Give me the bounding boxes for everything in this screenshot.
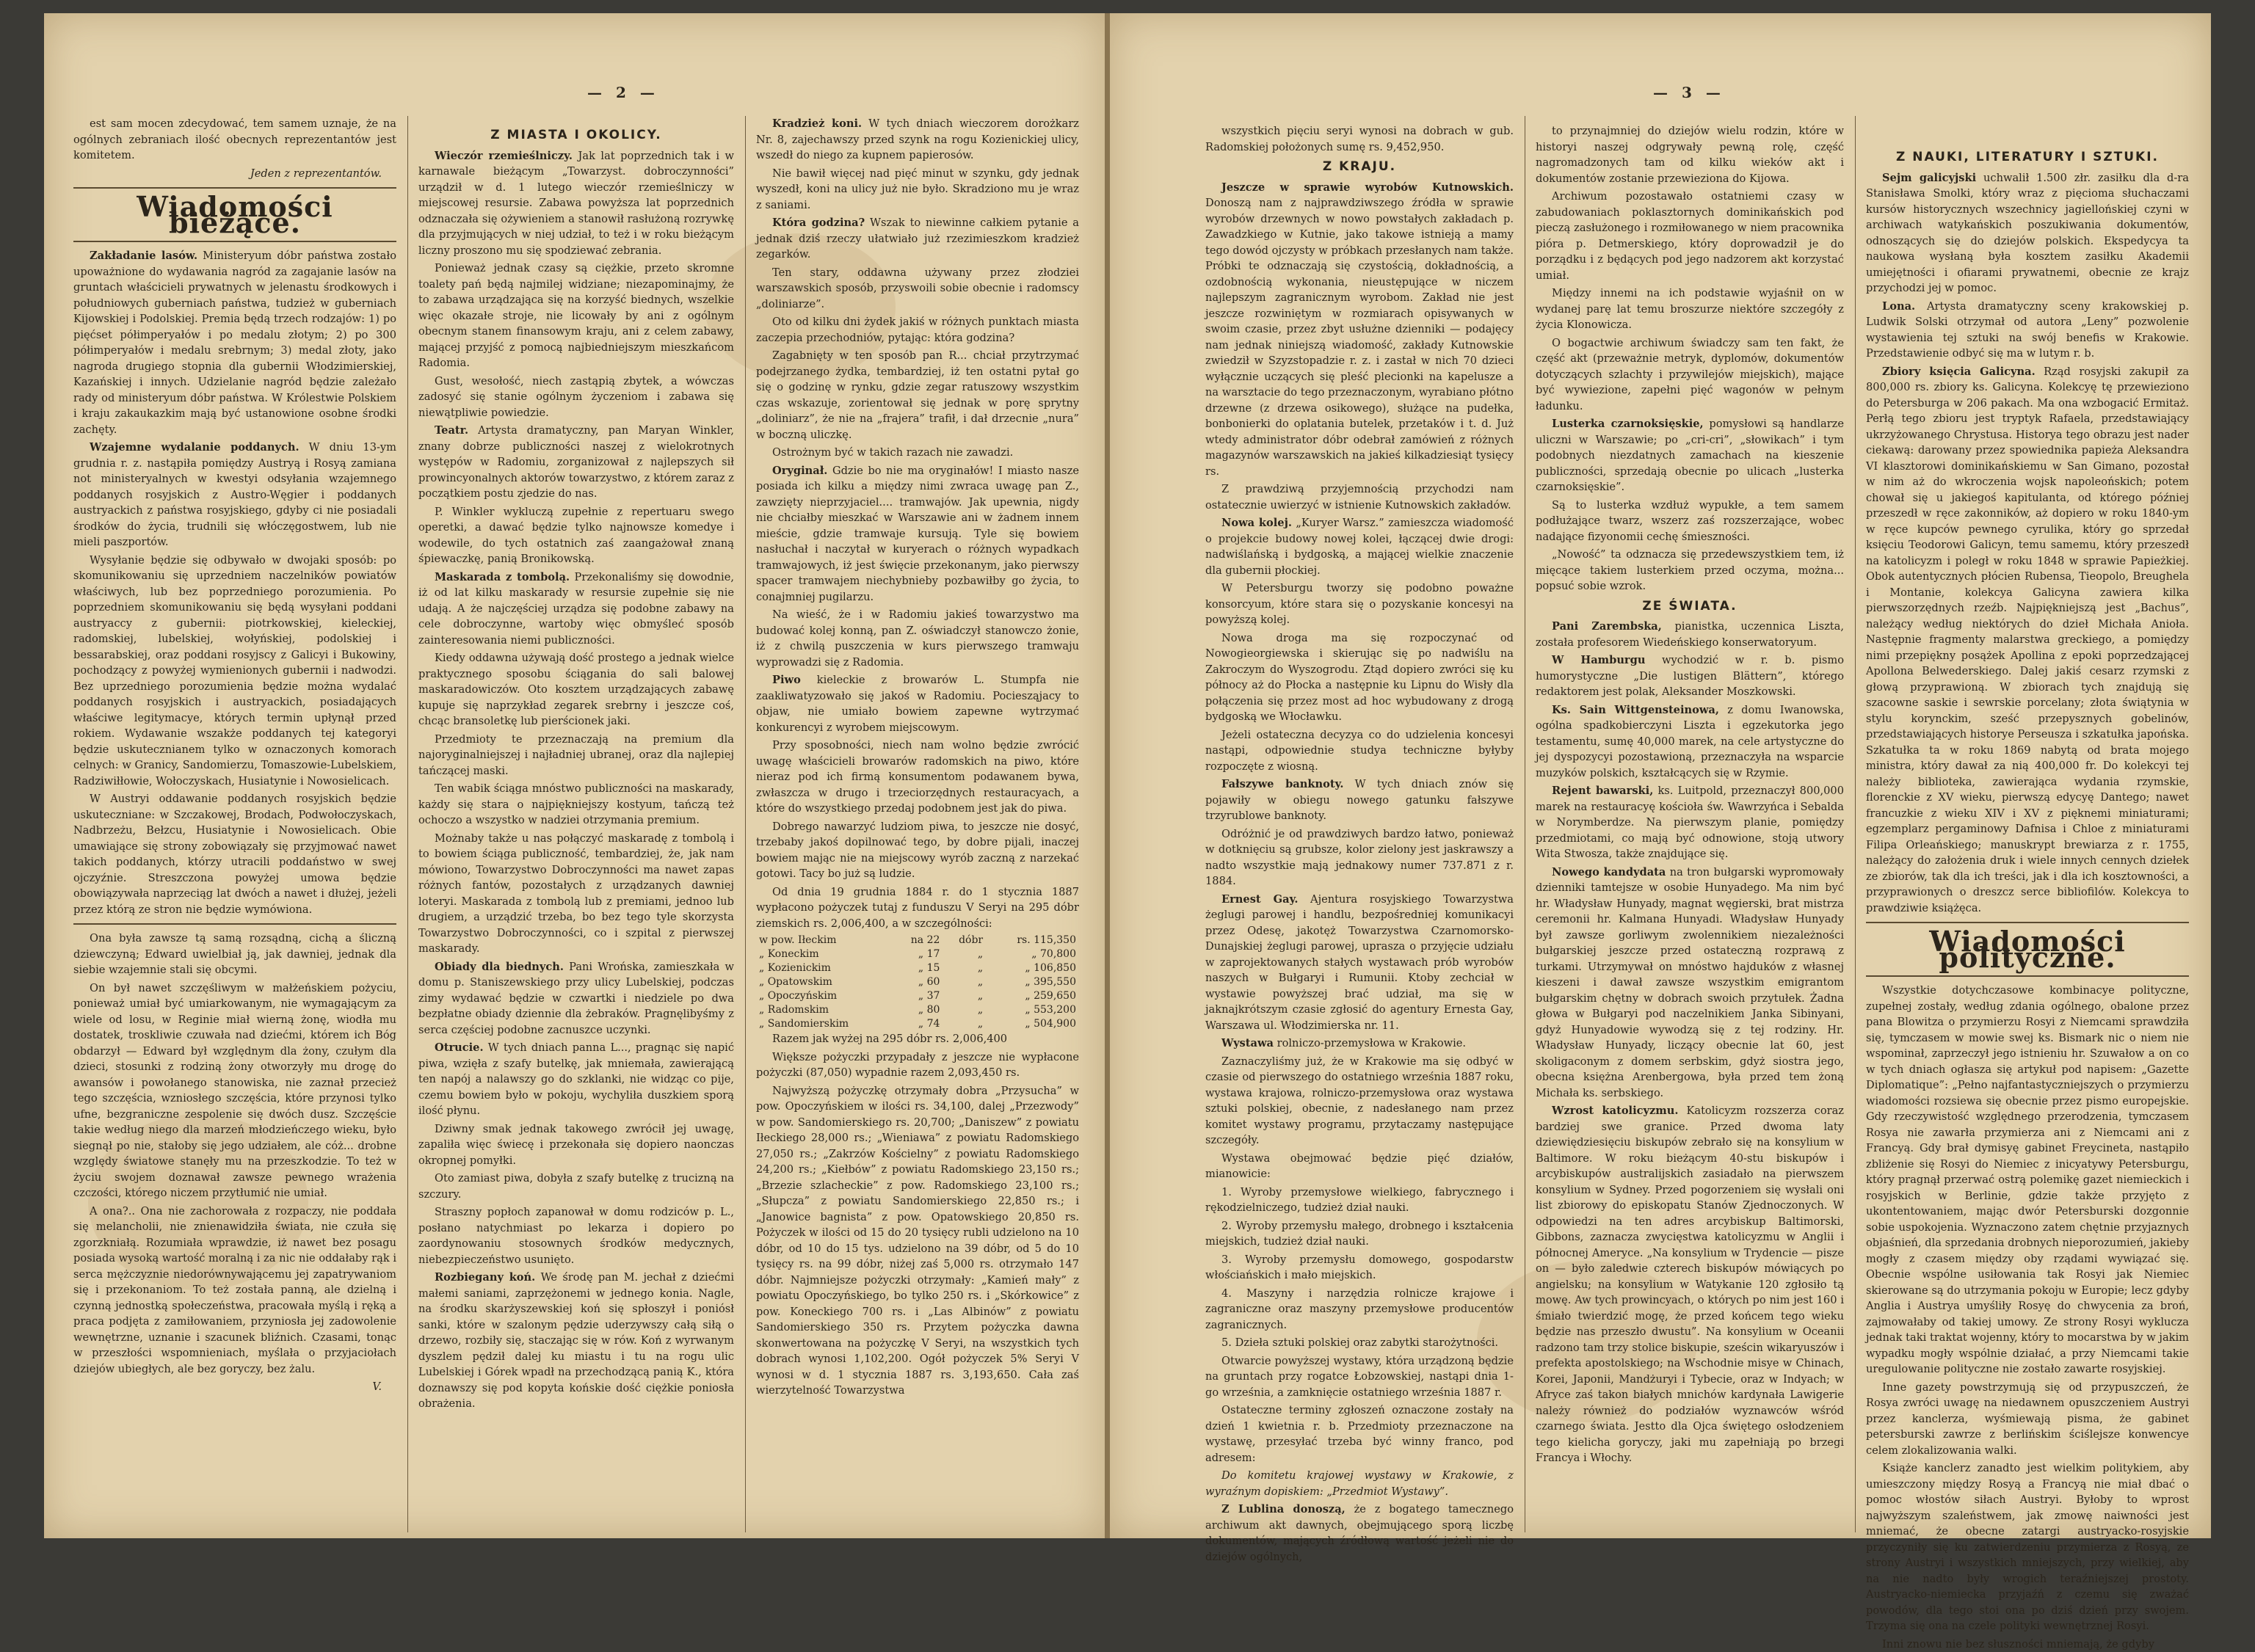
signature: Jeden z reprezentantów.: [73, 166, 382, 182]
article-text: On był nawet szczęśliwym w małżeńskiem pożyciu, ponieważ umiał być umiarkowanym, nie wymagającym za wiele od losu, w Reginie miał wierną żonę, wiodła mu dostatek, troskliwie czuwała nad dziećmi, którem ich Bóg obdarzył — Edward był względnym dla żony, czułym dla dzieci, stosunki z rodziną żony otworzyły mu drogę do awansów i powołanego stanowiska, nie zaznał przecież tego szczęścia, wzniosłego szczęścia, które przynosi tylko ufne, bezgraniczne zespolenie się dwóch dusz. Szczęście takie według niego dla marzeń młodzieńczego wieku, było siegnął po nie, stałoby się jego udziałem, ale cóż... drobne względy światowe stanęły mu na przeszkodzie. To też w życiu swojem doznawał zawsze pewnego wrażenia czczości, którego niczem przytłumić nie umiał.: [73, 980, 396, 1201]
article-text: na tron bułgarski wypromowały dzienniki tamtejsze w osobie Hunyadego. Ma nim być hr. Władysław Hunyady, magnat węgierski, brat mistrza ceremonii hr. Kalmana Hunyadi. Władysław Hunyady był zawsze gorliwym zwolennikiem niezależności bułgarskiej jeszcze przed ostateczną rozprawą z turkami. Utrzymywał on mnóstwo hajduków z własnej kieszeni i dawał zawsze wszystkim emigrantom bułgarskim chętny w dobrach swoich przytułek. Żadna głowa w Bułgaryi pod naczelnikiem Janka Sibinyani, gdyż Hunyadowie wywodzą się z tej rodziny. Hr. Władysław Hunyady, liczący obecnie lat 60, jest skoligaconym z domem serbskim, gdyż siostra jego, obecna księżna Arenbergowa, była przed tem żoną Michała ks. serbskiego.: [1536, 866, 1844, 1099]
article-title: Ernest Gay.: [1221, 893, 1298, 906]
article-text: Dobrego nawarzyć ludziom piwa, to jeszcze nie dosyć, trzebaby jakoś dopilnować tego, by dobre pijali, inaczej bowiem mając nie na miejscowy wyrób zaczną z narzekać gotowi. Tacy bo już są ludzie.: [756, 819, 1079, 882]
table-cell: na 22: [893, 934, 943, 947]
article-title: Rozbiegany koń.: [435, 1271, 535, 1284]
article-text: ks. Luitpold, przeznaczył 800,000 marek na restauracyę kościoła św. Wawrzyńca i Sebalda w Norymberdze. Na pierwszym planie, pomiędzy przedmiotami, co mają być odnowione, stoją utwory Wita Stwosza, także znajdujące się.: [1536, 785, 1844, 860]
table-cell: „ 259,650: [986, 989, 1079, 1003]
article-text: Inne gazety powstrzymują się od przypuszczeń, że Rosya zwróci uwagę na niedawnem opuszczeniem Austryi przez kanclerza, wyśmiewają pisma, że gabinet petersburski zawrze z berlińskim ściślejsze konwencye celem zlokalizowania walki.: [1866, 1380, 2189, 1459]
table-cell: „: [943, 989, 986, 1003]
article-text: Z prawdziwą przyjemnością przychodzi nam ostatecznie uwierzyć w istnienie Kutnowskich zakładów.: [1205, 481, 1514, 513]
article-text: Otwarcie powyższej wystawy, która urządzoną będzie na gruntach przy rogatce Łobzowskiej, nastąpi dnia 1-go września, a zamknięcie ostatniego września 1887 r.: [1205, 1353, 1514, 1401]
table-cell: „ 80: [893, 1003, 943, 1017]
article-text: Ostateczne terminy zgłoszeń oznaczone zostały na dzień 1 kwietnia r. b. Przedmioty przeznaczone na wystawę, przesyłać trzeba być winny franco, pod adresem:: [1205, 1402, 1514, 1466]
table-cell: „: [943, 961, 986, 975]
article-text: Do komitetu krajowej wystawy w Krakowie, z wyraźnym dopiskiem: „Przedmiot Wystawy”.: [1205, 1468, 1514, 1499]
article-text: Nie bawił więcej nad pięć minut w szynku, gdy jednak wyszedł, koni na ulicy już nie było. Skradziono mu je wraz z saniami.: [756, 166, 1079, 214]
table-row: [756, 961, 1079, 975]
article-text: Odróżnić je od prawdziwych bardzo łatwo, ponieważ w dotknięciu są grubsze, kolor zielony jest jaskrawszy a nadto wszystkie mają jednakowy numer 737.871 z r. 1884.: [1205, 826, 1514, 889]
article-text: 5. Dzieła sztuki polskiej oraz zabytki starożytności.: [1205, 1335, 1514, 1351]
article-text: Ministeryum dóbr państwa zostało upoważnione do wydawania nagród za zagajanie lasów na gruntach właścicieli prywatnych w jelenastu środkowych i południowych guberniach państwa, tudzież w guberniach Kijowskiej i Podolskiej. Premia będą trzech rodzajów: 1) po pięćset półimperyałów i po medalu złotym; 2) po 300 półimperyałów i medalu srebrnym; 3) medal złoty, jako nagroda drugiego stopnia dla gubernii Włodzimierskiej, Kazańskiej i innych. Udzielanie nagród będzie zależało rady od ministeryum dóbr państwa. W Królestwie Polskiem i kraju zakaukazkim mają być ustanowione osobne środki zachęty.: [73, 250, 396, 436]
article-text: Rząd rosyjski zakupił za 800,000 rs. zbiory ks. Galicyna. Kolekcyę tę przewieziono do Petersburga w 206 pakach. Ma ona wzbogacić Ermitaż. Perłą tego zbioru jest tryptyk Rafaela, przedstawiający ukrzyżowanego Chrystusa. Historya tego obrazu jest nader ciekawą: darowany przez spowiednika papieża Aleksandra VI klasztorowi dominikańskiemu w San Gimano, pozostał w nim aż do wkroczenia wojsk napoleońskich; potem chował się u jakiegoś kapitulanta, od którego później przeszedł w ręce zakonników, aż dopiero w roku 1840-ym w ręce kupców pewnego cyrulika, który go sprzedał księciu Teodorowi Galicyn, temu samemu, który przeszedł na katolicyzm i poległ w roku 1848 w sprawie Papieżkiej. Obok autentycznych płócien Rubensa, Tieopolo, Breughela i Montanie, kolekcya Galicyna zawiera kilka pierwszorzędnych rzeźb. Najpiękniejszą jest „Bachus”, należący według niektórych do dzieł Michała Anioła. Następnie fragmenty malarstwa greckiego, a pomiędzy nimi przepiękny posążek Apollina z epoki poprzedzającej Apollona Belwederskiego. Dalej jakiś cesarz rzymski z głową przyprawioną. W zbiorach tych znajdują się szacowne saskie i sewrskie porcelany; złota świątynia w stylu korynckim, sześć przepysznych gobelinów, przedstawiających historye Perseusza i szkatułka japońska. Szkatułka ta w roku 1869 nabytą od brata mojego ministra, który dawał za nią 400,000 fr. Do kolekcyi tej należy biblioteka, zawierająca wydania rzymskie, florenckie z XV wieku, pierwszą edycyę Dantego; nawet francuzkie z wieku XIV i XV z pięknemi miniaturami; egzemplarz pergaminowy Dafnisa i Chloe z miniaturami Filipa Orleańskiego; manuskrypt brewiarza z r. 1755, należący do założenia druk i wiele innych cennych dziełek ze zbiorów, tak dla ich treści, jak i dla ich kosztowności, a przyprawionych o dreszcz serce bibliofilów. Kolekcya to prawdziwie książęca.: [1866, 365, 2189, 914]
article-text: We środę pan M. jechał z dziećmi małemi saniami, zaprzężonemi w jednego konia. Nagle, na środku skarżyszewskiej koń się spłoszył i poniósł sanki, które w szalonym pędzie uderzywszy całą siłą o drzewo, rozbiły się, staczając się w rów. Koń z wyrwanym dyszlem pędził dalej ku miastu i tu na rogu ulic Lubelskiej i Górek wpadł na przechodzącą panią K., która doznawszy się pod kopyta końskie dość ciężkie poniosła obrażenia.: [418, 1271, 734, 1410]
article-text: rolniczo-przemysłowa w Krakowie.: [1277, 1037, 1466, 1049]
article-text: Jeżeli ostateczna decyzya co do udzielenia koncesyi nastąpi, odpowiednie studya techniczne byłyby rozpoczęte z wiosną.: [1205, 727, 1514, 775]
article-text: Ona była zawsze tą samą rozsądną, cichą a śliczną dziewczyną; Edward uwielbiał ją, jak dawniej, jednak dla siebie wzajemnie stali się obcymi.: [73, 931, 396, 978]
article-text: pomysłowi są handlarze uliczni w Warszawie; po „cri-cri”, „słowikach” i tym podobnych niezdatnych zamachach na kieszenie publiczności, sprzedają obecnie po ulicach „lusterka czarnoksięskie”.: [1536, 418, 1844, 493]
article-text: Oto zamiast piwa, dobyła z szafy butelkę z trucizną na szczury.: [418, 1171, 734, 1202]
table-cell: „ 37: [893, 989, 943, 1003]
article-text: „Nowość” ta odznacza się przedewszystkiem tem, iż mięcące takiem lusterkiem przed oczyma, można... popsuć sobie wzrok.: [1536, 547, 1844, 594]
table-cell: „: [943, 1017, 986, 1031]
article-text: Przekonaliśmy się dowodnie, iż od lat kilku maskarady w resursie zupełnie się nie udają. A że najczęściej urządza się podobne zabawy na cele dobroczynne, wartoby więc obmyśleć sposób zainteresowania niemi publiczności.: [418, 571, 734, 647]
table-cell: „: [943, 1003, 986, 1017]
article-title: Maskarada z tombolą.: [435, 571, 570, 583]
table-cell: w pow. Iłeckim: [756, 934, 893, 947]
article-text: Pani Wrońska, zamieszkała w domu p. Staniszewskiego przy ulicy Lubelskiej, podczas zimy wydawać będzie w czwartki i niedziele po dwa bezpłatne obiady dziennie dla żebraków. Pragnęlibyśmy z serca częściej podobne zacnuszce uczynki.: [418, 961, 734, 1036]
article-title: Wystawa: [1221, 1037, 1274, 1049]
article-text: Kiedy oddawna używają dość prostego a jednak wielce praktycznego sposobu ściągania do sali balowej maskaradowiczów. Oto kosztem urządzających zabawę kupuje się naprzykład zegarek srebrny i jeszcze coś, chcąc bransoletkę lub pierścionek jaki.: [418, 650, 734, 729]
table-cell: „ 74: [893, 1017, 943, 1031]
article-text: Wszak to niewinne całkiem pytanie a jednak dziś rzeczy ułatwiało już rzezimieszkom kradzież zegarków.: [756, 216, 1079, 261]
article-title: Pani Zarembska,: [1552, 620, 1662, 633]
table-cell: „ 395,550: [986, 975, 1079, 989]
article-text: Ten wabik ściąga mnóstwo publiczności na maskarady, każdy się stara o najpiękniejszy kostyum, tańczą też ochoczo a wszystko w nadziei otrzymania premium.: [418, 781, 734, 829]
table-cell: dóbr: [943, 934, 986, 947]
article-text: wszystkich pięciu seryi wynosi na dobrach w gub. Radomskiej położonych sumę rs. 9,452,950.: [1205, 123, 1514, 155]
article-title: Nowa kolej.: [1221, 517, 1292, 529]
section-heading: Z KRAJU.: [1205, 159, 1514, 175]
article-text: A ona?.. Ona nie zachorowała z rozpaczy, nie poddała się melancholii, nie znienawidziła świata, nie czuła się zgorzkniałą. Rozumiała wprawdzie, iż nawet bez posagu posiada wysoką wartość moralną i za nic nie oddałaby rąk i serca mężczyznie niedorównywającemu jej zapatrywaniom się i przekonaniom. To też została panną, ale dzielną i czynną jednostką społeczeństwa, pracowała myślą i ręką a praca podjęta z zamiłowaniem, przyniosła jej zadowolenie wewnętrzne, uznanie i szacunek bliźnich. Czasami, tonąc w przeszłości wspomnieniach, myślała o przyjaciołach dziejów ubiegłych, ale bez goryczy, bez żalu.: [73, 1204, 396, 1378]
article-text: W Austryi oddawanie poddanych rosyjskich będzie uskuteczniane: w Szczakowej, Brodach, Podwołoczyskach, Nadbrzeżu, Bełzcu, Husiatynie i Nowosielicach. Obie umawiające się strony zobowiązały się przyjmować nawet takich poddanych, którzy utracili poddaństwo w swej ojczyźnie. Streszczona powyżej umowa będzie obowiązywała naprzeciąg lat dwóch a nawet i dłużej, jeżeli przez którą ze stron nie będzie wymówiona.: [73, 791, 396, 917]
table-row: [756, 1017, 1079, 1031]
table-cell: „ 15: [893, 961, 943, 975]
article-text: Wysyłanie będzie się odbywało w dwojaki sposób: po skomunikowaniu się uprzedniem naczelników powiatów właściwych, lub bez poprzedniego porozumienia. Po poprzedniem skomunikowaniu się będą wysyłani poddani austryaccy z gubernii: piotrkowskiej, kieleckiej, radomskiej, lubelskiej, wołyńskiej, podolskiej i bessarabskiej, oraz poddani rosyjscy z Galicyi i Bukowiny, pochodzący z powyżej wymienionych gubernii i nadwodzi. Bez uprzedniego porozumienia będzie można wydalać poddanych rosyjskich i austryackich, posiadających właściwe legitymacye, których termin upłynął przed rokiem. Wydawanie wszakże poddanych tej kategoryi będzie uskutecznianem tylko w oznaczonych komorach celnych: w Granicy, Sandomierzu, Tomaszowie-Lubelskiem, Radziwiłłowie, Wołoczyskach, Husiatynie i Nowosielicach.: [73, 553, 396, 790]
article-text: Inni znowu nie bez słuszności mniemają, że gdyby: [1866, 1637, 2189, 1652]
right-col-3: [1866, 145, 2189, 1540]
article-text: Między innemi na ich podstawie wyjaśnił on w wydanej parę lat temu broszurze niektóre szczegóły z życia Klonowicza.: [1536, 285, 1844, 333]
right-col-1: [1205, 123, 1514, 1518]
article-title: Która godzina?: [772, 216, 865, 229]
article-text: Archiwum pozostawało ostatniemi czasy w zabudowaniach poklasztornych dominikańskich pod pieczą zasłużonego i rozmiłowanego w niem pracownika pióra p. Detmerskiego, który doprowadził je do porządku i z będących pod jego nadzorem akt korzystać umiał.: [1536, 189, 1844, 283]
article-text: Możnaby także u nas połączyć maskaradę z tombolą i to bowiem ściąga publiczność, tembardziej, że, jak nam mówiono, Towarzystwo Dobroczynności ma nawet zapas różnych fantów, pozostałych z urządzanych dawniej loteryi. Maskarada z tombolą lub z premiami, jednoo lub drugiem, a urządzić trzeba, bo bez tego tyle skorzysta Towarzystwo Dobroczynności, co i szpital z pierwszej maskarady.: [418, 831, 734, 957]
article-text: Gdzie bo nie ma oryginałów! I miasto nasze posiada ich kilku a między nimi zwraca uwagę pan Z., zawzięty nieprzyjaciel.... tramwajów. Jak upewnia, nigdy nie chciałby mieszkać w Warszawie ani w żadnem innem mieście, gdzie tramwaje kursują. Tyle się bowiem nasłuchał i naczytał w kuryerach o różnych wypadkach tramwajowych, iż jest święcie przekonanym, jako pierwszy spacer tramwajem niechybnieby pozbawiłby go życia, to conajmniej pugilarzu.: [756, 465, 1079, 603]
column-rule: [407, 116, 408, 1532]
table-total: Razem jak wyżej na 295 dóbr rs. 2,006,400: [756, 1031, 1079, 1047]
article-text: W Petersburgu tworzy się podobno poważne konsorcyum, które stara się o pozyskanie koncesyi na powyższą kolej.: [1205, 581, 1514, 628]
article-text: P. Winkler wykluczą zupełnie z repertuaru swego operetki, a dawać będzie tylko najnowsze komedye i wodewile, do tych ostatnich zaś zaangażował znaną śpiewaczkę, panią Bronikowską.: [418, 504, 734, 567]
table-row: [756, 989, 1079, 1003]
article-title: Sejm galicyjski: [1882, 172, 1976, 184]
article-title: Zakładanie lasów.: [90, 250, 197, 262]
left-col-2: [418, 123, 734, 1518]
article-text: Są to lusterka wzdłuż wypukłe, a tem samem podłużające twarz, wszerz zaś rozszerzające, wobec nadające fizyonomii cechę śmieszności.: [1536, 498, 1844, 545]
article-title: Z Lublina donoszą,: [1221, 1503, 1346, 1515]
article-text: Ostrożnym być w takich razach nie zawadzi.: [756, 445, 1079, 461]
article-text: W tych dniach znów się pojawiły w obiegu nowego gatunku fałszywe trzyrublowe banknoty.: [1205, 778, 1514, 822]
signature: V.: [73, 1379, 382, 1395]
article-title: Otrucie.: [435, 1041, 484, 1054]
left-col-1: [73, 116, 396, 1510]
page-gutter: [1105, 13, 1110, 1538]
article-text: Na wieść, że i w Radomiu jakieś towarzystwo ma budować kolej konną, pan Z. oświadczył stanowczo żonie, iż z chwilą puszczenia w kurs pierwszego tramwaju wyprowadzi się z Radomia.: [756, 607, 1079, 670]
article-text: est sam mocen zdecydować, tem samem uznaje, że na ogólnych zebraniach ilość obecnych reprezentantów jest komitetem.: [73, 116, 396, 164]
table-cell: rs. 115,350: [986, 934, 1079, 947]
article-text: W dniu 13-ym grudnia r. z. nastąpiła pomiędzy Austryą i Rosyą zamiana not ministeryalnych w kwestyi odsyłania wzajemnego poddanych rosyjskich z Austro-Węgier i poddanych austryackich z państwa rosyjskiego, gdyby ci nie posiadali środków do życia, trudnili się włóczęgostwem, lub nie mieli paszportów.: [73, 441, 396, 548]
table-cell: „: [943, 975, 986, 989]
section-masthead: Wiadomości polityczne.: [1866, 934, 2189, 965]
table-cell: „ Koneckim: [756, 947, 893, 961]
table-cell: „ Opatowskim: [756, 975, 893, 989]
table-cell: „ 60: [893, 975, 943, 989]
article-text: Oto od kilku dni żydek jakiś w różnych punktach miasta zaczepia przechodniów, pytając: która godzina?: [756, 314, 1079, 346]
article-text: 4. Maszyny i narzędzia rolnicze krajowe i zagraniczne oraz maszyny przemysłowe producentów zagranicznych.: [1205, 1286, 1514, 1333]
article-title: Oryginał.: [772, 465, 827, 477]
article-text: „Kuryer Warsz.” zamieszcza wiadomość o projekcie budowy nowej kolei, łączącej dwie drogi: nadwiślańską i bydgoską, a mającej wielkie znaczenie dla gubernii płockiej.: [1205, 517, 1514, 577]
article-text: 3. Wyroby przemysłu domowego, gospodarstw włościańskich i mało miejskich.: [1205, 1252, 1514, 1284]
article-text: z domu Iwanowska, ogólna spadkobierczyni Liszta i egzekutorka jego testamentu, sumę 40,000 marek, na cele artystyczne do jej dyspozycyi pozostawioną, przeznaczyła na wsparcie muzyków polskich, kształcących się w Rzymie.: [1536, 704, 1844, 779]
article-title: Nowego kandydata: [1552, 866, 1666, 878]
article-title: Rejent bawarski,: [1552, 785, 1653, 797]
article-text: Od dnia 19 grudnia 1884 r. do 1 stycznia 1887 wypłacono pożyczek tutaj z funduszu V Seryi na 295 dóbr ziemskich rs. 2,006,400, a w szczególności:: [756, 884, 1079, 932]
article-text: O bogactwie archiwum świadczy sam ten fakt, że część akt (przeważnie metryk, dyplomów, dokumentów dotyczących szlachty i przywilejów miejskich), mające być wywiezione, zapełni pięć wagonów w pełnym ładunku.: [1536, 335, 1844, 415]
article-text: Przy sposobności, niech nam wolno będzie zwrócić uwagę właścicieli browarów radomskich na piwo, które nieraz pod ich firmą konsumentom podawanem bywa, zwłaszcza w drugo i trzeciorzędnych restauracyach, a które do wszystkiego przedaj podobnem jest jak do piwa.: [756, 738, 1079, 817]
article-text: wychodzić w r. b. pismo humorystyczne „Die lustigen Blättern”, którego redaktorem jest polak, Aleksander Moszkowski.: [1536, 654, 1844, 698]
article-text: Ajentura rosyjskiego Towarzystwa żeglugi parowej i handlu, bezpośredniej komunikacyi przez Odesę, jakotęż Towarzystwa Czarnomorsko-Dunajskiej żeglugi parowej, uprasza o przyjęcie udziału w zaprojektowanych stałych wystawach prób wyrobów naszych w Bułgaryi i Rumunii. Ktoby zechciał w wystawie powyższej brać udział, ma się w jaknajkrótszym czasie zgłosić do agentury Ernesta Gay, Warszawa ul. Włodzimierska nr. 11.: [1205, 893, 1514, 1032]
table-row: [756, 947, 1079, 961]
article-text: Dziwny smak jednak takowego zwrócił jej uwagę, zapaliła więc świecę i przekonała się dopiero naonczas okropnej pomyłki.: [418, 1121, 734, 1169]
article-title: W Hamburgu: [1552, 654, 1645, 666]
article-text: Gust, wesołość, niech zastąpią zbytek, a wówczas zadosyć się stanie ogólnym życzeniom i zabawa się niewątpliwie powiedzie.: [418, 374, 734, 421]
section-heading: Z MIASTA I OKOLICY.: [418, 128, 734, 144]
article-text: Nowa droga ma się rozpoczynać od Nowogieorgiewska i skierując się po nadwiślu na Zakroczym do Wyszogrodu. Ztąd dopiero zwróci się ku północy aż do Płocka a następnie ku Lipnu do Wisły dla połączenia się przez most ad hoc wybudowany z drogą bydgoską we Włocławku.: [1205, 630, 1514, 725]
left-page: [44, 13, 1105, 1538]
article-title: Zbiory księcia Galicyna.: [1882, 365, 2036, 378]
article-text: Wystawa obejmować będzie pięć działów, mianowicie:: [1205, 1151, 1514, 1182]
article-text: Większe pożyczki przypadały z jeszcze nie wypłacone pożyczki (87,050) wypadnie razem 2,093,450 rs.: [756, 1049, 1079, 1081]
right-col-2: [1536, 123, 1844, 1518]
divider: [1866, 922, 2189, 923]
table-row: [756, 1003, 1079, 1017]
table-cell: „ Kozienickim: [756, 961, 893, 975]
article-text: Zaznaczyliśmy już, że w Krakowie ma się odbyć w czasie od pierwszego do ostatniego września 1887 roku, wystawa krajowa, rolniczo-przemysłowa oraz wystawa sztuki polskiej, obecnie, z nadesłanego nam przez komitet wystawy programu, przytaczamy następujące szczegóły.: [1205, 1054, 1514, 1149]
article-title: Wzajemne wydalanie poddanych.: [90, 441, 299, 454]
left-col-3: [756, 116, 1079, 1510]
column-rule: [745, 116, 746, 1532]
article-text: Straszny popłoch zapanował w domu rodziców p. L., posłano natychmiast po lekarza i dopiero po zaordynowaniu stosownych środków medycznych, niebezpieczeństwo usunięto.: [418, 1204, 734, 1267]
table-cell: „: [943, 947, 986, 961]
article-text: to przynajmniej do dziejów wielu rodzin, które w historyi naszej odgrywały pewną rolę, część nagromadzonych tam od kilku wieków akt i dokumentów zostanie przewieziona do Kijowa.: [1536, 123, 1844, 186]
table-row: [756, 934, 1079, 947]
loan-table: [756, 934, 1079, 1031]
article-text: Artysta dramatyczny, pan Maryan Winkler, znany dobrze publiczności naszej z wielokrotnych występów w Radomiu, zorganizował z najlepszych sił prowincyonalnych aktorów towarzystwo, z którem zaraz z początkiem postu zjedzie do nas.: [418, 424, 734, 500]
article-title: Lusterka czarnoksięskie,: [1552, 418, 1704, 430]
table-cell: „ Radomskim: [756, 1003, 893, 1017]
table-cell: „ 17: [893, 947, 943, 961]
divider: [73, 923, 396, 925]
article-text: 2. Wyroby przemysłu małego, drobnego i kształcenia miejskich, tudzież dział nauki.: [1205, 1218, 1514, 1250]
article-title: Ks. Sain Wittgensteinowa,: [1552, 704, 1719, 716]
table-cell: „ Sandomierskim: [756, 1017, 893, 1031]
divider: [1866, 975, 2189, 977]
article-title: Lona.: [1882, 300, 1915, 313]
table-cell: „ Opoczyńskim: [756, 989, 893, 1003]
table-cell: „ 553,200: [986, 1003, 1079, 1017]
article-text: Jak lat poprzednich tak i w karnawale bieżącym „Towarzyst. dobroczynności” urządził w d. 1 lutego wieczór rzemieślniczy w miejscowej resursie. Zabawa powyższa lat poprzednich odznaczała się ożywieniem a stanowił rasłużoną rozrywkę dla przyjmujących w niej udział, to też i w roku bieżącym liczny proszono mu się spodziewać zebrania.: [418, 150, 734, 257]
article-text: że z bogatego tamecznego archiwum akt dawnych, obejmującego sporą liczbę dokumentów, mających źródłową wartość jeżeli nie do dziejów ogólnych,: [1205, 1503, 1514, 1563]
article-text: Donoszą nam z najprawdziwszego źródła w sprawie wyrobów drzewnych w nowo powstałych zakładach p. Zawadzkiego w Kutnie, jako takowe istnieją a mamy tego dowód ojczysty w próbkach przesłanych nam także. Próbki te odznaczają się czystością, dokładnością, a ozdobnością wykonania, nieustępujące w niczem najlepszym zagranicznym wyrobom. Zakład nie jest jeszcze rozwiniętym w rozmiarach opisywanych w swoim czasie, przez zbyt usłużne dzienniki — podajęcy nam jednak niniejszą wiadomość, zakłady Kutnowskie zwiedził w Szyzstopadzie r. z. i zastał w nich 70 dzieci wyłącznie uczących się pleść plecionki na kapelusze a na warsztacie do tego przeznaczonym, wyrabiano płótno drzewne (z drzewa osikowego), służące na pudełka, bonbonierki do oplatania butelek, przetaków i t. d. Już wtedy administrator dóbr odebrał zamówień z różnych magazynów warszawskich na jakieś kilkadziesiąt tysięcy rs.: [1205, 197, 1514, 478]
article-text: Najwyższą pożyczkę otrzymały dobra „Przysucha” w pow. Opoczyńskiem w ilości rs. 34,100, dalej „Przezwody” w pow. Sandomierskiego rs. 20,700; „Daniszew” z powiatu Iłeckiego 28,000 rs.; „Wieniawa” z powiatu Radomskiego 27,050 rs.; „Zakrzów Kościelny” z powiatu Radomskiego 24,200 rs.; „Kiełbów” z powiatu Radomskiego 23,150 rs.; „Brzezie szlacheckie” z pow. Radomskiego 23,100 rs.; „Słupcza” z powiatu Sandomierskiego 22,850 rs.; i „Janowice bagnista” z pow. Opatowskiego 20,850 rs. Pożyczek w ilości od 15 do 20 tysięcy rubli udzielono na 10 dóbr, od 10 do 15 tys. udzielono na 39 dóbr, od 5 do 10 tysięcy rs. na 99 dóbr, niżej zaś 5,000 rs. otrzymało 147 dóbr. Najmniejsze pożyczki otrzymały: „Kamień mały” z powiatu Opoczyńskiego, bo tylko 250 rs. i „Skórkowice” z pow. Koneckiego 700 rs. i „Las Albinów” z powiatu Sandomierskiego 350 rs. Przytem pożyczka dawna skonwertowana na pożyczkę V Seryi, na wszystkich tych dobrach wynosi 1,102,200. Ogół pożyczek 5% Seryi V wynosi w d. 1 stycznia 1887 rs. 3,193,650. Cała zaś wierzytelność Towarzystwa: [756, 1083, 1079, 1399]
article-text: Przedmioty te przeznaczają na premium dla najoryginalniejszej i najładniej ubranej, oraz dla najlepiej tańczącej maski.: [418, 732, 734, 779]
article-text: Ponieważ jednak czasy są ciężkie, przeto skromne toalety pań będą najmilej widziane; niezapominajmy, że to zabawa urządzająca się na korzyść biednych, wszelkie więc okazałe stroje, nie licowały by ani z ogólnym obecnym stanem finansowym kraju, ani z celem zabawy, mającej przyjść z pomocą najbiedniejszym mieszkańcom Radomia.: [418, 261, 734, 371]
article-title: Wzrost katolicyzmu.: [1552, 1105, 1678, 1117]
table-cell: „ 504,900: [986, 1017, 1079, 1031]
article-text: kieleckie z browarów L. Stumpfa nie zaakliwatyzowało się jakoś w Radomiu. Pociesząjacy to objaw, nie umiało bowiem zapewne wytrzymać konkurencyi z wyrobem miejscowym.: [756, 674, 1079, 734]
article-text: uchwalił 1.500 złr. zasiłku dla d-ra Stanisława Smolki, który wraz z pięcioma słuchaczami kursów historycznych wszechnicy jagiellońskiej czyni w archiwach watykańskich poszukiwania dokumentów, odnoszących się do dziejów polskich. Ekspedycya ta naukowa wysłaną była kosztem zasiłku Akademii umiejętności i ofiarami prywatnemi, obecnie ze krajz przychodzi jej w pomoc.: [1866, 172, 2189, 295]
article-text: Katolicyzm rozszerza coraz bardziej swe granice. Przed dwoma laty dziewiędziesięciu biskupów zebrało się na konsylium w Baltimore. W roku bieżącym 40-stu biskupów i arcybiskupów australijskich zasiadało na pierwszem konsylium w Sydney. Przed pogorzeniem się wysłali oni list zbiorowy do episkopatu Stanów Zjednoczonych. W odpowiedzi na ten adres arcybiskup Baltimorski, Gibbons, zaznacza zwycięstwa katolicyzmu w Anglii i północnej Ameryce. „Na konsylium w Trydencie — pisze on — było zaledwie czterech biskupów mówiących po angielsku; na konsylium w Watykanie 120 zgłosiło tą mowę. Aw tych prowincyach, o których po nim jest 160 i śmiało twierdzić mogę, że przed końcem tego wieku będzie nas przeszło dwustu”. Na konsylium w Oceanii radzono tam trzy stolice biskupie, sześcin wikaryuszów i prefekta apostolskiego; na Wschodnie misye w Chinach, Korei, Japonii, Mandżuryi i Tybecie, oraz w Indyach; w Afryce zaś takon białych mnichów kardynała Lawigerie należy również do podziałów wyznawców wśród czarnego świata. Jestto dla Ojca świętego osłodzeniem tego kielicha goryczy, jaki mu zapełniają po brzegi Francya i Włochy.: [1536, 1105, 1844, 1464]
article-title: Teatr.: [435, 424, 468, 437]
table-cell: „ 70,800: [986, 947, 1079, 961]
article-title: Wieczór rzemieślniczy.: [435, 150, 573, 162]
section-masthead: Wiadomości bieżące.: [73, 199, 396, 230]
section-heading: Z NAUKI, LITERATURY I SZTUKI.: [1866, 150, 2189, 166]
article-text: pianistka, uczennica Liszta, została profesorem Wiedeńskiego konserwatoryum.: [1536, 620, 1844, 649]
article-title: Kradzież koni.: [772, 117, 862, 130]
table-cell: „ 106,850: [986, 961, 1079, 975]
article-text: Książe kanclerz zanadto jest wielkim politykiem, aby umieszczony między Rosyą a Francyą nie miał dbać o pomoc włostów siłach Austryi. Byłoby to wprost najwyższym szaleństwem, jak zmowę naiwności jest mniemać, że obecne zatargi austryacko-rosyjskie przyczyniły się ku zatwierdzeniu przymierza z Rosyą, ze strony Austryi i wszystkich mniejszych, przy wielkiej, aby na nie nadto były wrogich teraźniejszej prostoty. Austryacko-niemiecka przyjaźń z czemu się zważać powodów, dla tego stoi ona po dziś dzień przy swojem. Trzyma się ona na czele polityki wewnętrznej Rosyi.: [1866, 1460, 2189, 1634]
article-text: Wszystkie dotychczasowe kombinacye polityczne, zupełnej zostały, według zdania ogólnego, obalone przez pana Blowitza o przymierzu Rosyi z Niemcami sprawdziła się, tymczasem w mowie swej ks. Bismark nic o niem nie wspominał, zaprzeczył jego istnieniu hr. Szuwałow a on co w tych dniach ogłasza się artykuł pod napisem: „Gazette Diplomatique”: „Pełno najfantastyczniejszych o przymierzu wiadomości rozsiewa się obecnie przez pismo europejskie. Gdy rzeczywistość względnego przerodzenia, tymczasem Rosya nie zawarła przymierza ani z Niemcami ani z Francyą. Gdy brał dymisyę gabinet Freycineta, nastąpiło zbliżenie się Rosyi do Niemiec z inicyatywy Petersburgu, który pragnął przerwać ostrą polemikę gazet niemieckich i rosyjskich w Berlinie, gdzie także przyjęto z ukontentowaniem, mając dwór Petersburski dozgonnie sobie uspokojenia. Wyznaczono zatem chętnie przyjaznych objaśnień, dla sprzedania drobnych nieporozumień, jakieby mogły z czasem między oby rządami wywiązać się. Obecnie wspólne usiłowania tak Rosyi jak Niemiec skierowane są do utrzymania pokoju w Europie; lecz gdyby Anglia i Austrya umyśliły Rosyę do chwycenia za broń, zajmowałaby od takiej umowy. Ze strony Rosyi wyklucza jednak taki traktat wojenny, który to mocarstwa by w jakim wypadku mogły wspólnie działać, a przy Niemcami takie uregulowanie polityczne nie zostało zawarte rosyjskiej.: [1866, 983, 2189, 1378]
article-title: Piwo: [772, 674, 801, 686]
article-title: Jeszcze w sprawie wyrobów Kutnowskich.: [1221, 181, 1514, 194]
article-text: Zagabnięty w ten sposób pan R... chciał przytrzymać podejrzanego żydka, tembardziej, iż ten ostatni pytał go się o godzinę w rynku, gdzie zegar ratuszowy wszystkim czas wskazuje, zorientował się jednak w porę sprytny „doliniarz”, że nie na „frajera” trafił, i dał drzecnie „nura” w boczną uliczkę.: [756, 348, 1079, 443]
article-text: W tych dniach wieczorem dorożkarz Nr. 8, zajechawszy przed szynk na rogu Kozienickiej ulicy, wszedł do niego za kupnem papierosów.: [756, 117, 1079, 161]
article-text: 1. Wyroby przemysłowe wielkiego, fabrycznego i rękodzielniczego, tudzież dział nauki.: [1205, 1185, 1514, 1216]
page-number: — 3 —: [1653, 84, 1725, 101]
divider: [73, 241, 396, 242]
table-row: [756, 975, 1079, 989]
page-number: — 2 —: [587, 84, 659, 101]
article-text: W tych dniach panna L..., pragnąc się napić piwa, wzięła z szafy butelkę, jak mniemała, zawierającą ten napój a nalawszy go do szklanki, nie widząc co pije, czemu bowiem było w pokoju, wychyliła duszkiem sporą ilość płynu.: [418, 1041, 734, 1117]
section-heading: ZE ŚWIATA.: [1536, 599, 1844, 615]
divider: [73, 187, 396, 189]
article-text: Ten stary, oddawna używany przez złodziei warszawskich sposób, przyswoili sobie obecnie i radomscy „doliniarze”.: [756, 265, 1079, 313]
article-text: Artysta dramatyczny sceny krakowskiej p. Ludwik Solski otrzymał od autora „Leny” pozwolenie wystawienia tej sztuki na swój benefis w Krakowie. Przedstawienie odbyć się ma w lutym r. b.: [1866, 300, 2189, 360]
right-page: [1110, 13, 2211, 1538]
column-rule: [1855, 116, 1856, 1532]
article-title: Obiady dla biednych.: [435, 961, 564, 973]
article-title: Fałszywe banknoty.: [1221, 778, 1343, 790]
